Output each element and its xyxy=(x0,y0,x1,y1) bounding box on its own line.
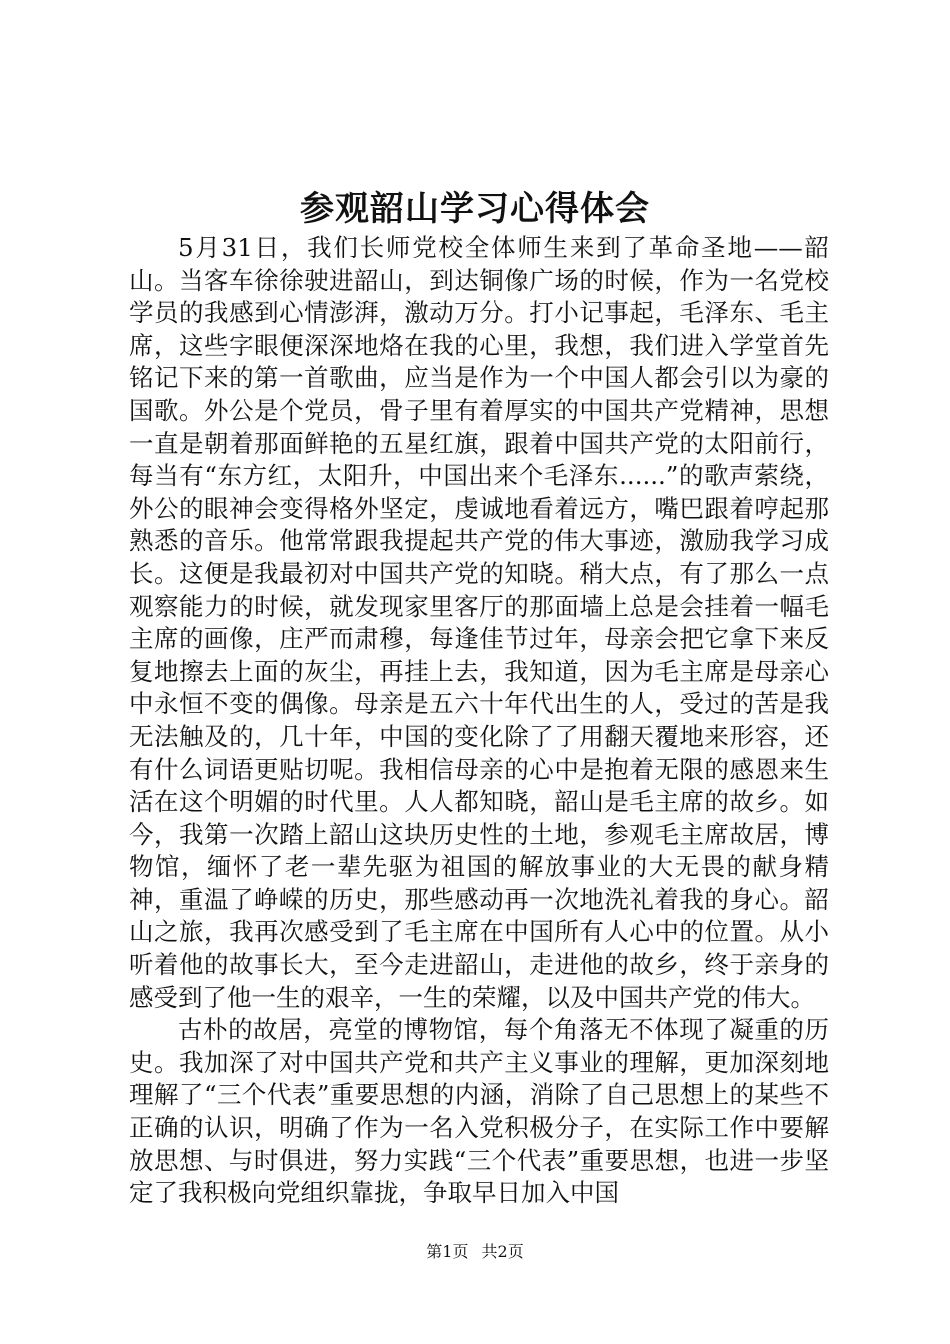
paragraph-2: 古朴的故居，亮堂的博物馆，每个角落无不体现了凝重的历史。我加深了对中国共产党和共产主义事业的理解，更加深刻地理解了“三个代表”重要思想的内涵，消除了自己思想上的某些不正确的认识，明确了作为一名入党积极分子，在实际工作中要解放思想、与时俱进，努力实践“三个代表”重要思想，也进一步坚定了我积极向党组织靠拢，争取早日加入中国 xyxy=(129,1015,829,1208)
paragraph-1: 5月31日，我们长师党校全体师生来到了革命圣地——韶山。当客车徐徐驶进韶山，到达铜像广场的时候，作为一名党校学员的我感到心情澎湃，激动万分。打小记事起，毛泽东、毛主席，这些字眼便深深地烙在我的心里，我想，我们进入学堂首先铭记下来的第一首歌曲，应当是作为一个中国人都会引以为豪的国歌。外公是个党员，骨子里有着厚实的中国共产党精神，思想一直是朝着那面鲜艳的五星红旗，跟着中国共产党的太阳前行，每当有“东方红，太阳升，中国出来个毛泽东......”的歌声萦绕，外公的眼神会变得格外坚定，虔诚地看着远方，嘴巴跟着哼起那熟悉的音乐。他常常跟我提起共产党的伟大事迹，激励我学习成长。这便是我最初对中国共产党的知晓。稍大点，有了那么一点观察能力的时候，就发现家里客厅的那面墙上总是会挂着一幅毛主席的画像，庄严而肃穆，每逢佳节过年，母亲会把它拿下来反复地擦去上面的灰尘，再挂上去，我知道，因为毛主席是母亲心中永恒不变的偶像。母亲是五六十年代出生的人，受过的苦是我无法触及的，几十年，中国的变化除了了用翻天覆地来形容，还有什么词语更贴切呢。我相信母亲的心中是抱着无限的感恩来生活在这个明媚的时代里。人人都知晓，韶山是毛主席的故乡。如今，我第一次踏上韶山这块历史性的土地，参观毛主席故居，博物馆，缅怀了老一辈先驱为祖国的解放事业的大无畏的献身精神，重温了峥嵘的历史，那些感动再一次地洗礼着我的身心。韶山之旅，我再次感受到了毛主席在中国所有人心中的位置。从小听着他的故事长大，至今走进韶山，走进他的故乡，终于亲身的感受到了他一生的艰辛，一生的荣耀，以及中国共产党的伟大。 xyxy=(129,233,829,1012)
document-title: 参观韶山学习心得体会 xyxy=(300,189,650,229)
page-total: 共2页 xyxy=(481,1242,524,1261)
page-number: 第1页 xyxy=(426,1242,469,1261)
page-footer xyxy=(0,1241,950,1263)
document-body xyxy=(129,232,829,1210)
